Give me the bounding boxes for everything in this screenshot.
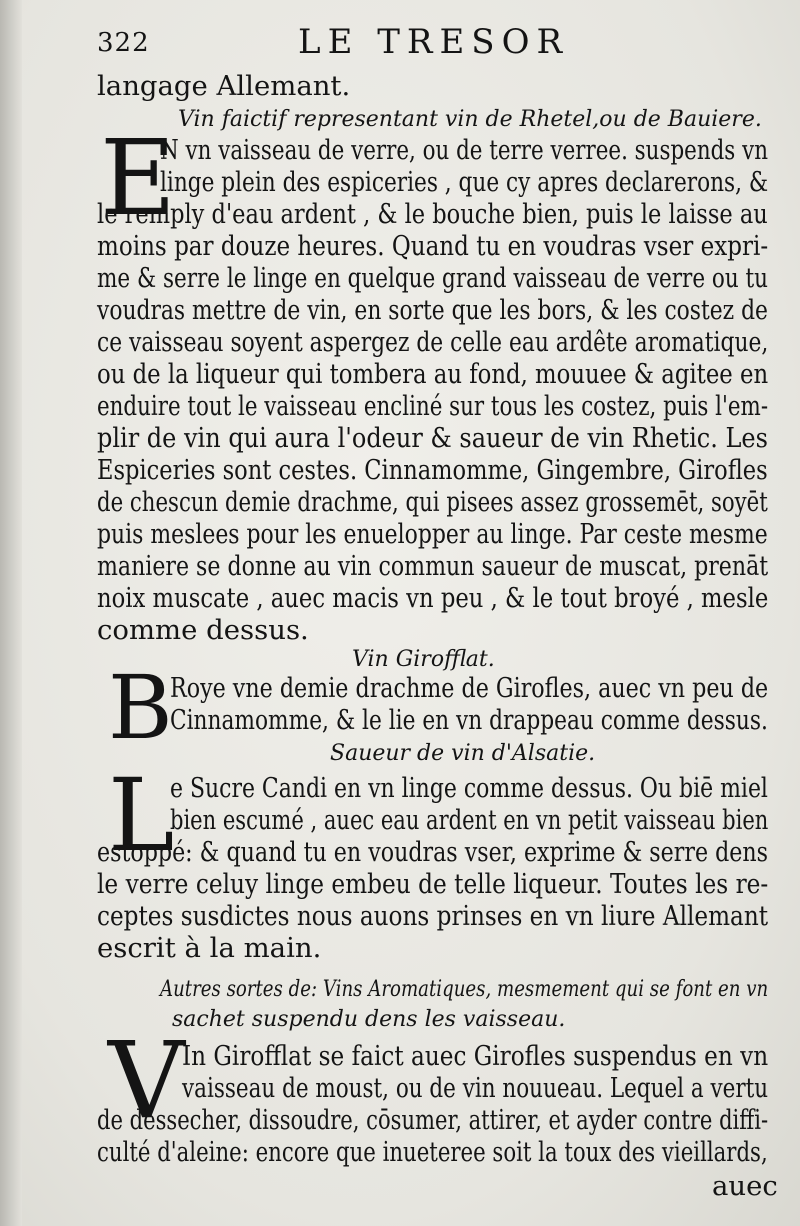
text-line: escrit à la main. [97, 932, 322, 964]
text-line: le verre celuy linge embeu de telle liqueur. Toutes les re- [97, 868, 769, 900]
text-line: In Girofflat se faict auec Girofles suspendus en vn [182, 1040, 769, 1072]
catchword: auec [712, 1170, 778, 1202]
text-line: enduire tout le vaisseau encliné sur tous les costez, puis l'em- [97, 390, 769, 422]
section-heading: Saueur de vin d'Alsatie. [330, 741, 596, 766]
text-line: voudras mettre de vin, en sorte que les bors, & les costez de [97, 294, 768, 326]
text-line: bien escumé , auec eau ardent en vn petit vaisseau bien [170, 804, 769, 836]
text-line: puis meslees pour les enuelopper au linge. Par ceste mesme [97, 518, 768, 550]
text-line: Espiceries sont cestes. Cinnamomme, Gingembre, Girofles [97, 454, 768, 486]
text-line: ceptes susdictes nous auons prinses en vn liure Allemant [97, 900, 769, 932]
text-line: ce vaisseau soyent aspergez de celle eau ardête aromatique, [97, 326, 769, 358]
section-heading: sachet suspendu dens les vaisseau. [172, 1007, 566, 1032]
drop-cap: E [100, 117, 176, 239]
section-heading: Autres sortes de: Vins Aromatiques, mesmement qui se font en vn [160, 977, 769, 1002]
text-line: N vn vaisseau de verre, ou de terre verree. suspends vn [160, 134, 768, 166]
text-line: vaisseau de moust, ou de vin nouueau. Lequel a vertu [182, 1072, 769, 1104]
drop-cap: V [108, 1019, 185, 1142]
text-line: linge plein des espiceries , que cy apres declarerons, & [160, 166, 769, 198]
text-line: de chescun demie drachme, qui pisees assez grossemēt, soyēt [97, 486, 768, 518]
text-line: comme dessus. [97, 614, 309, 646]
text-line: ou de la liqueur qui tombera au fond, mouuee & agitee en [97, 358, 769, 390]
text-line: e Sucre Candi en vn linge comme dessus. Ou biē miel [170, 772, 768, 804]
text-line: plir de vin qui aura l'odeur & saueur de vin Rhetic. Les [97, 422, 768, 454]
drop-cap: L [108, 757, 175, 874]
text-line: moins par douze heures. Quand tu en voudras vser expri- [97, 230, 769, 262]
text-line: me & serre le linge en quelque grand vaisseau de verre ou tu [97, 262, 769, 294]
text-line: langage Allemant. [97, 70, 351, 102]
text-line: estoppé: & quand tu en voudras vser, exprime & serre dens [97, 836, 769, 868]
page-gutter-shadow [0, 0, 22, 1226]
text-line: Roye vne demie drachme de Girofles, auec vn peu de [170, 672, 769, 704]
section-heading: Vin Girofflat. [352, 647, 495, 672]
text-line: maniere se donne au vin commun saueur de muscat, prenāt [97, 550, 769, 582]
text-line: de dessecher, dissoudre, cōsumer, attirer, et ayder contre diffi- [97, 1104, 769, 1136]
drop-cap: B [108, 656, 173, 759]
text-line: noix muscate , auec macis vn peu , & le tout broyé , mesle [97, 582, 769, 614]
text-line: culté d'aleine: encore que inueteree soit la toux des vieillards, [97, 1136, 768, 1168]
section-heading: Vin faictif representant vin de Rhetel,ou de Bauiere. [178, 107, 762, 132]
page-number: 322 [97, 28, 150, 58]
text-line: Cinnamomme, & le lie en vn drappeau comme dessus. [170, 704, 768, 736]
running-title: LE TRESOR [298, 22, 570, 62]
text-line: le remply d'eau ardent , & le bouche bien, puis le laisse au [97, 198, 768, 230]
